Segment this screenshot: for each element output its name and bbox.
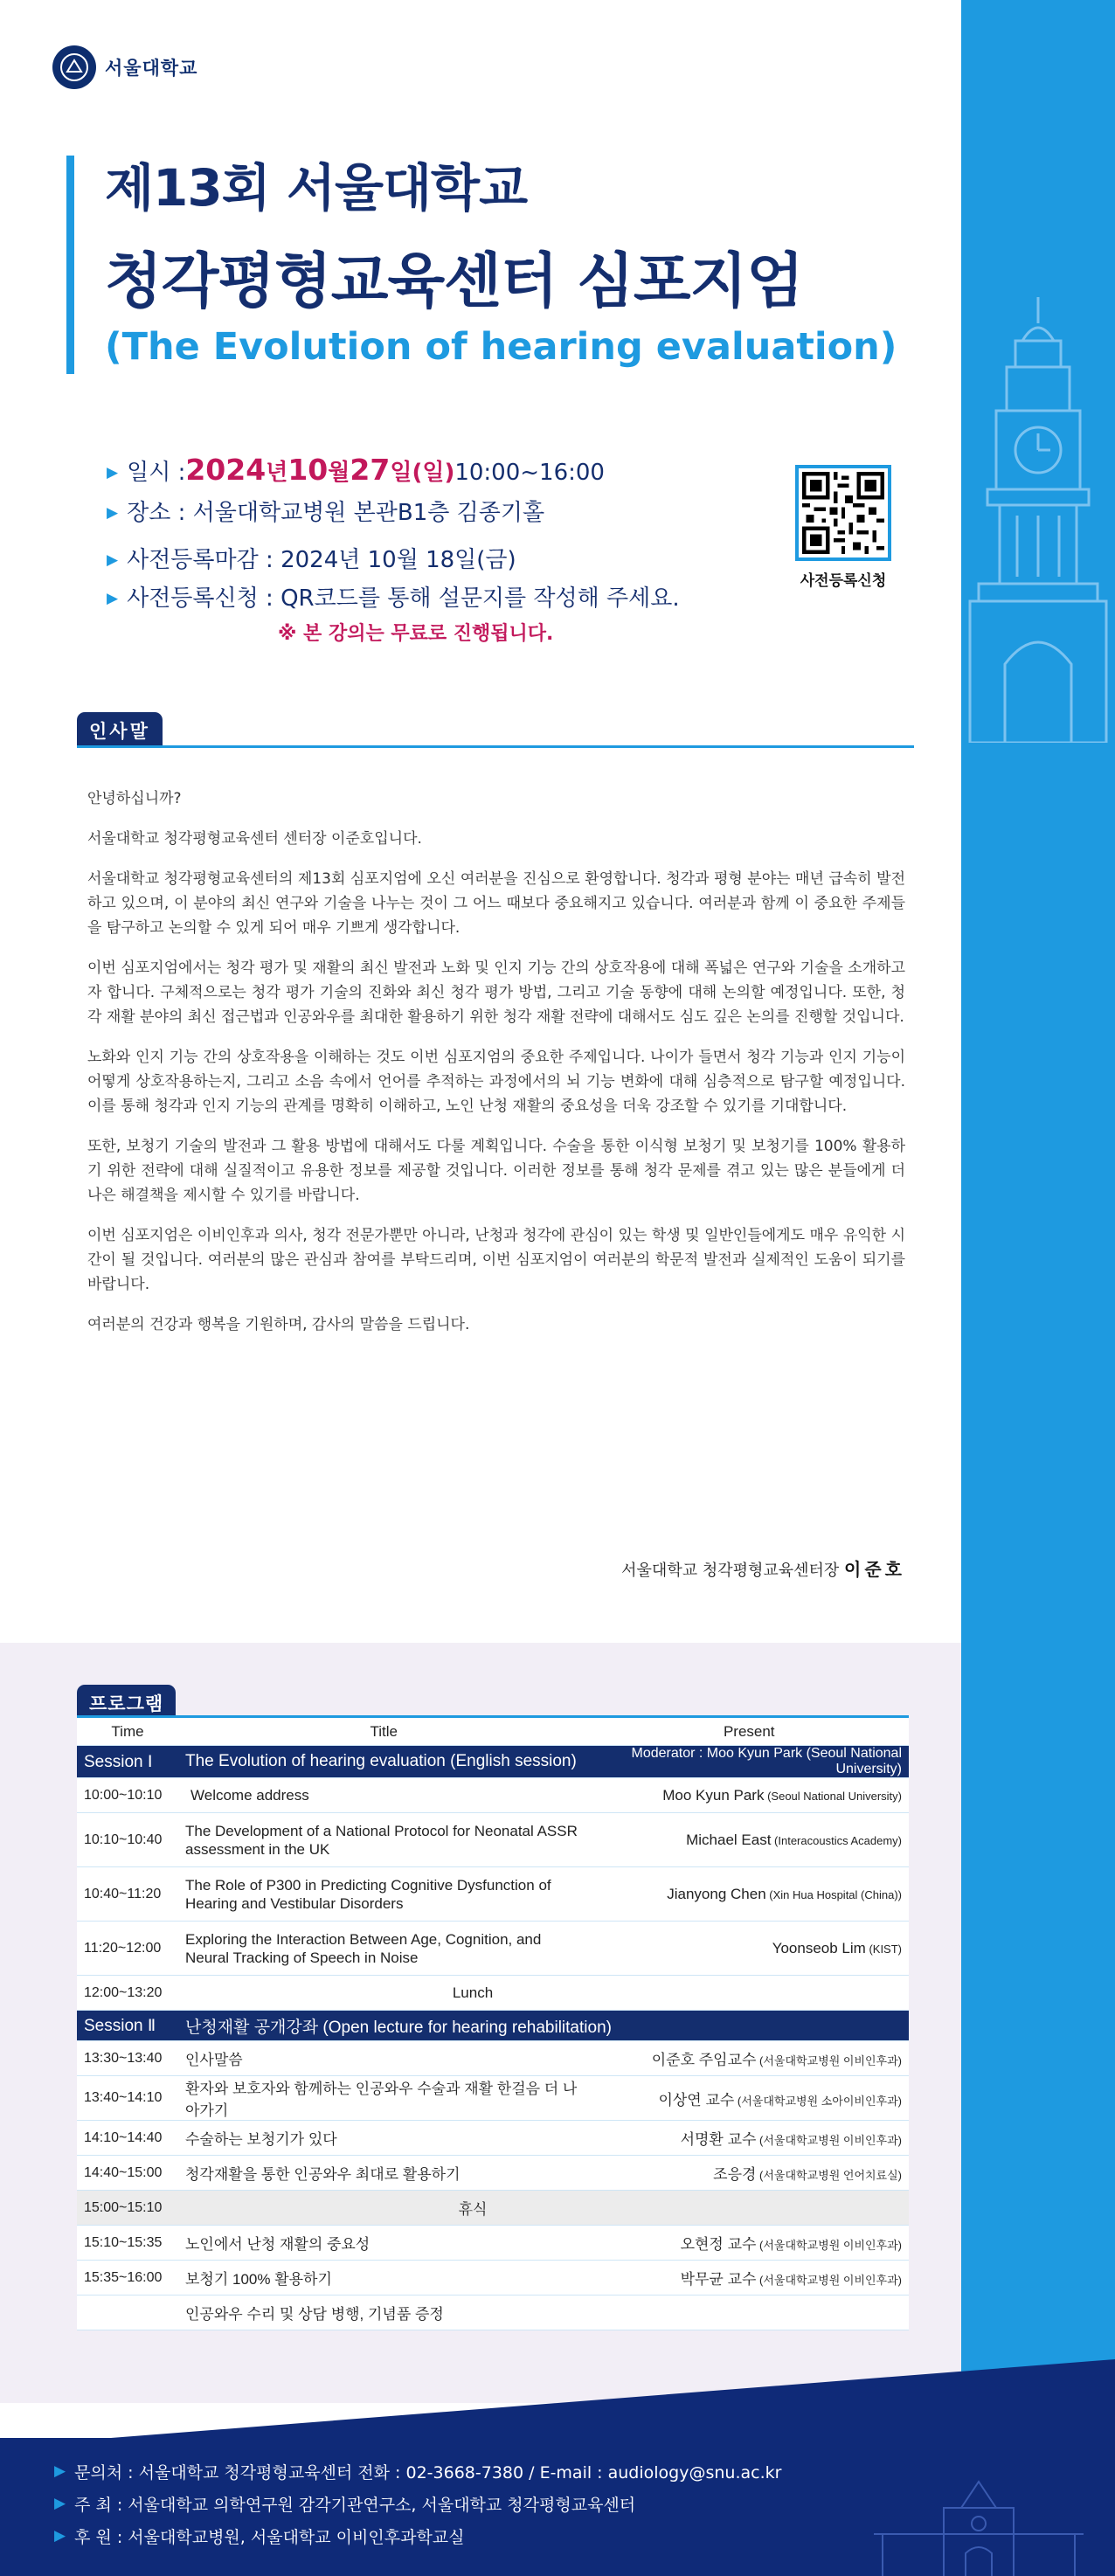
info-place: ▶ 장소 : 서울대학교병원 본관B1층 김종기홀 (107, 500, 545, 526)
table-row: 10:00~10:10 Welcome address Moo Kyun Park (Seoul National University) (77, 1778, 909, 1813)
table-row: 13:30~13:40 인사말씀 이준호 주임교수 (서울대학교병원 이비인후과) (77, 2041, 909, 2076)
greeting-paragraph: 서울대학교 청각평형교육센터 센터장 이준호입니다. (87, 830, 422, 848)
session-2-title: 난청재활 공개강좌 (Open lecture for hearing rehabilitation) (178, 2011, 909, 2041)
info-deadline: ▶ 사전등록마감 : 2024년 10월 18일(금) (107, 547, 516, 573)
snu-emblem-icon (52, 45, 96, 89)
session-1-title: The Evolution of hearing evaluation (English session) (178, 1746, 589, 1778)
footer-sponsor: ▶ 후 원 : 서울대학교병원, 서울대학교 이비인후과학교실 (54, 2527, 465, 2547)
greeting-paragraph: 서울대학교 청각평형교육센터의 제13회 심포지엄에 오신 여러분을 진심으로 환영합니다. 청각과 평형 분야는 매년 급속히 발전하고 있으며, 이 분야의 최신 연구와 기술을 나누는 것이 그 어느 때보다 중요해지고 있습니다. 여러분과 함께 이 중요한 주제들을 탐구하고 논의할 수 있게 되어 매우 기쁘게 생각합니다. (87, 870, 905, 937)
table-row: 10:40~11:20 The Role of P300 in Predicting Cognitive Dysfunction of Hearing and Vestibular Disorders Jianyong Chen (Xin Hua Hospital (China)) (77, 1867, 909, 1922)
lunch-row: 12:00~13:20 Lunch (77, 1976, 909, 2011)
program-header-label: 프로그램 (77, 1685, 176, 1720)
session-1-row (77, 1746, 909, 1778)
break-row: 15:00~15:10 휴식 (77, 2191, 909, 2226)
session-1-moderator: Moderator : Moo Kyun Park (Seoul National University) (589, 1746, 909, 1778)
info-date: ▶ 일시 : 2024 년 10 월 27 일(일) 10:00~16:00 (107, 453, 605, 487)
table-row-last: 인공와우 수리 및 상담 병행, 기념품 증정 (77, 2296, 909, 2330)
hospital-building-icon (874, 2473, 1084, 2576)
logo-text: 서울대학교 (105, 58, 198, 79)
triangle-bullet-icon: ▶ (107, 504, 119, 522)
signature-org: 서울대학교 청각평형교육센터장 (621, 1562, 845, 1580)
greeting-paragraph: 이번 심포지엄은 이비인후과 의사, 청각 전문가뿐만 아니라, 난청과 청각에 관심이 있는 학생 및 일반인들에게도 매우 유익한 시간이 될 것입니다. 여러분의 많은 관심과 참여를 부탁드리며, 이번 심포지엄이 여러분의 학문적 발전과 실제적인 도움이 되기를 바랍니다. (87, 1227, 905, 1293)
snu-logo (52, 45, 197, 89)
greeting-paragraph: 안녕하십니까? (87, 790, 182, 807)
greeting-divider (77, 745, 914, 748)
program-header (77, 1685, 176, 1720)
tower-illustration (961, 288, 1115, 743)
table-row: 14:40~15:00 청각재활을 통한 인공와우 최대로 활용하기 조응경 (서울대학교병원 언어치료실) (77, 2156, 909, 2191)
registration-qr-code[interactable] (795, 465, 891, 561)
table-row: 10:10~10:40 The Development of a National Protocol for Neonatal ASSR assessment in the UK Michael East (Interacoustics Academy) (77, 1813, 909, 1867)
table-header-row (77, 1717, 909, 1746)
table-row: 15:10~15:35 노인에서 난청 재활의 중요성 오현정 교수 (서울대학교병원 이비인후과) (77, 2226, 909, 2261)
greeting-header (77, 712, 163, 747)
footer-host: ▶ 주 최 : 서울대학교 의학연구원 감각기관연구소, 서울대학교 청각평형교육센터 (54, 2495, 636, 2515)
table-row: 14:10~14:40 수술하는 보청기가 있다 서명환 교수 (서울대학교병원 이비인후과) (77, 2121, 909, 2156)
triangle-bullet-icon: ▶ (54, 2495, 66, 2512)
title-accent-bar (66, 156, 74, 374)
signature (524, 1555, 905, 1581)
table-row: 11:20~12:00 Exploring the Interaction Between Age, Cognition, and Neural Tracking of Speech in Noise Yoonseob Lim (KIST) (77, 1922, 909, 1976)
footer-wedge (0, 2359, 1115, 2447)
greeting-paragraph: 노화와 인지 기능 간의 상호작용을 이해하는 것도 이번 심포지엄의 중요한 주제입니다. 나이가 들면서 청각 기능과 인지 기능이 어떻게 상호작용하는지, 그리고 소음 속에서 언어를 추적하는 과정에서의 뇌 기능 변화에 대해 심층적으로 탐구할 예정입니다. 이를 통해 청각과 인지 기능의 관계를 명확히 이해하고, 노인 난청 재활의 중요성을 더욱 강조할 수 있기를 기대합니다. (87, 1049, 905, 1115)
triangle-bullet-icon: ▶ (107, 551, 119, 569)
qr-code-icon (802, 472, 884, 554)
triangle-bullet-icon: ▶ (54, 2527, 66, 2545)
session-1-label: Session Ⅰ (77, 1746, 178, 1778)
title-line-2: 청각평형교육센터 심포지엄 (105, 247, 803, 316)
triangle-bullet-icon: ▶ (54, 2462, 66, 2480)
session-2-label: Session Ⅱ (77, 2011, 178, 2041)
triangle-bullet-icon: ▶ (107, 590, 119, 607)
table-row: 13:40~14:10 환자와 보호자와 함께하는 인공와우 수술과 재활 한걸음 더 나아가기 이상연 교수 (서울대학교병원 소아이비인후과) (77, 2076, 909, 2121)
title-line-1: 제13회 서울대학교 (105, 158, 528, 218)
col-title: Title (178, 1717, 589, 1746)
program-table (77, 1715, 909, 2330)
session-2-row (77, 2011, 909, 2041)
footer-contact: ▶ 문의처 : 서울대학교 청각평형교육센터 전화 : 02-3668-7380 / E-mail : audiology@snu.ac.kr (54, 2462, 782, 2483)
title-line-3: (The Evolution of hearing evaluation) (105, 325, 897, 369)
greeting-header-label: 인사말 (77, 712, 163, 747)
info-register: ▶ 사전등록신청 : QR코드를 통해 설문지를 작성해 주세요. (107, 585, 680, 612)
table-row: 15:35~16:00 보청기 100% 활용하기 박무균 교수 (서울대학교병원 이비인후과) (77, 2261, 909, 2296)
greeting-paragraph: 또한, 보청기 기술의 발전과 그 활용 방법에 대해서도 다룰 계획입니다. 수술을 통한 이식형 보청기 및 보청기를 100% 활용하기 위한 전략에 대해 실질적이고 유용한 정보를 제공할 것입니다. 이러한 정보를 통해 청각 문제를 겪고 있는 많은 분들에게 더 나은 해결책을 제시할 수 있기를 바랍니다. (87, 1138, 905, 1204)
col-time: Time (77, 1717, 178, 1746)
col-present: Present (589, 1717, 909, 1746)
triangle-bullet-icon: ▶ (107, 464, 119, 481)
free-note: ※ 본 강의는 무료로 진행됩니다. (278, 623, 554, 645)
greeting-body (87, 786, 905, 1353)
signature-name: 이준호 (844, 1559, 905, 1580)
greeting-paragraph: 이번 심포지엄에서는 청각 평가 및 재활의 최신 발전과 노화 및 인지 기능 간의 상호작용에 대해 폭넓은 연구와 기술을 소개하고자 합니다. 구체적으로는 청각 평가 기술의 진화와 최신 청각 평가 방법, 그리고 기술 동향에 대해 논의할 예정입니다. 또한, 청각 재활 분야의 최신 접근법과 인공와우를 최대한 활용하기 위한 청각 재활 전략에 대해서도 심도 깊은 논의를 진행할 것입니다. (87, 959, 905, 1026)
greeting-paragraph: 여러분의 건강과 행복을 기원하며, 감사의 말씀을 드립니다. (87, 1316, 470, 1333)
qr-label: 사전등록신청 (800, 572, 887, 590)
